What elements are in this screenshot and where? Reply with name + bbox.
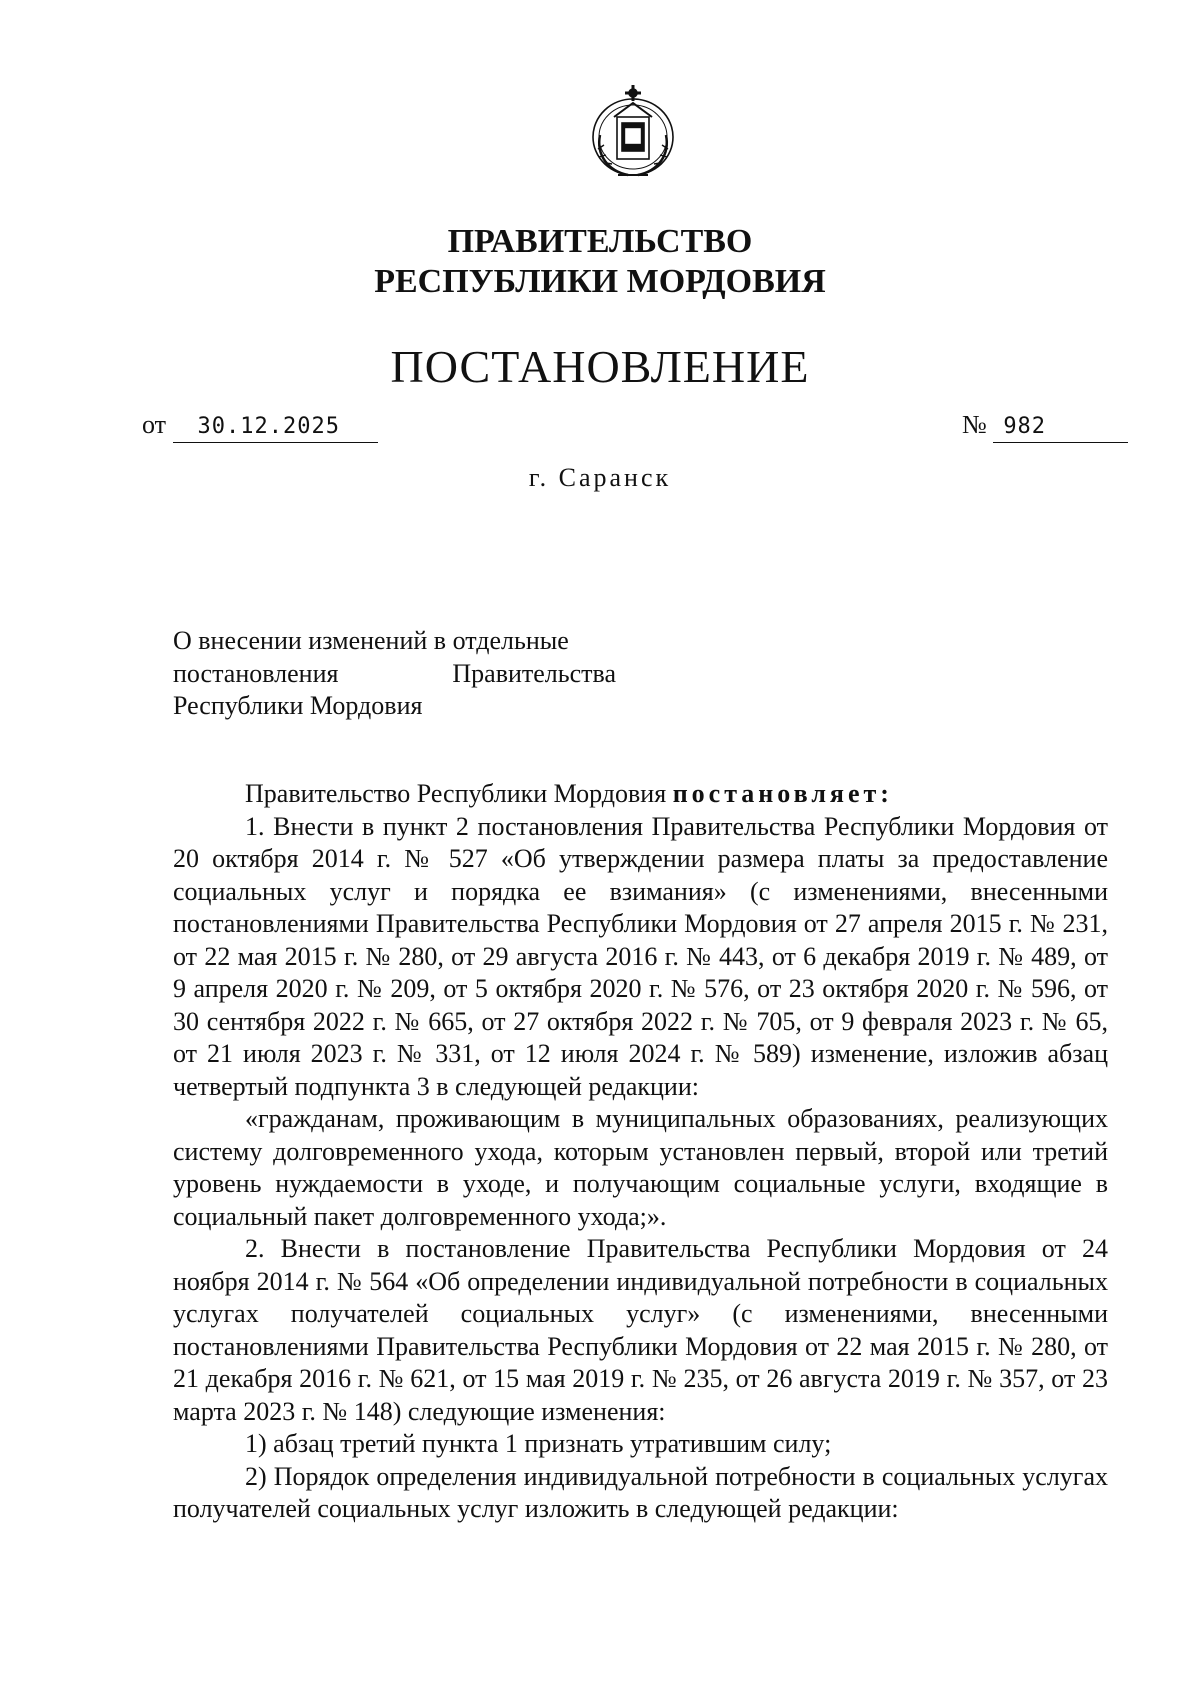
city-name: г. Саранск <box>528 463 672 492</box>
preamble-emphasis: постановляет: <box>672 779 893 808</box>
preamble-text: Правительство Республики Мордовия <box>245 779 667 808</box>
body-paragraph-1: 1. Внести в пункт 2 постановления Правительства Республики Мордовия от 20 октября 2014 г. № 527 «Об утверждении размера платы за предоставление социальных услуг и порядка ее взимания» (с изменениями, внесенными постановлениями Правительства Республики Мордовия от 27 апреля 2015 г. № 231, от 22 мая 2015 г. № 280, от 29 августа 2016 г. № 443, от 6 декабря 2019 г. № 489, от 9 апреля 2020 г. № 209, от 5 октября 2020 г. № 576, от 23 октября 2020 г. № 596, от 30 сентября 2022 г. № 665, от 27 октября 2022 г. № 705, от 9 февраля 2023 г. № 65, от 21 июля 2023 г. № 331, от 12 июля 2024 г. № 589) изменение, изложив абзац четвертый подпункта 3 в следующей редакции: <box>173 811 1108 1101</box>
coat-of-arms-icon <box>578 75 688 185</box>
body-paragraph-3: 2. Внести в постановление Правительства Республики Мордовия от 24 ноября 2014 г. № 564 «Об определении индивидуальной потребности в социальных услугах получателей социальных услуг» (с изменениями, внесенными постановлениями Правительства Республики Мордовия от 22 мая 2015 г. № 280, от 21 декабря 2016 г. № 621, от 15 мая 2019 г. № 235, от 26 августа 2019 г. № 357, от 23 марта 2023 г. № 148) следующие изменения: <box>173 1234 1108 1426</box>
body-paragraph-2: «гражданам, проживающим в муниципальных образованиях, реализующих систему долговременного ухода, которым установлен первый, второй или третий уровень нуждаемости в уходе, и получающим социальные услуги, входящие в социальный пакет долговременного ухода;». <box>173 1104 1108 1231</box>
preamble <box>173 778 1108 811</box>
body-paragraph-5: 2) Порядок определения индивидуальной потребности в социальных услугах получателей социальных услуг изложить в следующей редакции: <box>173 1461 1108 1523</box>
date-value: 30.12.2025 <box>173 412 378 443</box>
subject-line1: О внесении изменений в отдельные <box>173 626 569 655</box>
body-paragraph-4: 1) абзац третий пункта 1 признать утратившим силу; <box>245 1429 832 1458</box>
subject-line2-right: Правительства <box>452 658 616 688</box>
subject-line3: Республики Мордовия <box>173 691 423 720</box>
subject-line2-left: постановления <box>173 658 339 688</box>
date-prefix: от <box>142 410 167 439</box>
number-value: 982 <box>993 412 1128 443</box>
decree-subject <box>173 625 616 723</box>
government-title-line2: РЕСПУБЛИКИ МОРДОВИЯ <box>374 263 826 300</box>
subject-line2 <box>173 658 616 691</box>
number-prefix: № <box>962 410 987 439</box>
document-type-title: ПОСТАНОВЛЕНИЕ <box>390 341 810 392</box>
decree-body <box>173 778 1108 1526</box>
decree-number <box>962 410 1128 443</box>
decree-date <box>142 410 378 443</box>
government-title-line1: ПРАВИТЕЛЬСТВО <box>447 223 753 260</box>
